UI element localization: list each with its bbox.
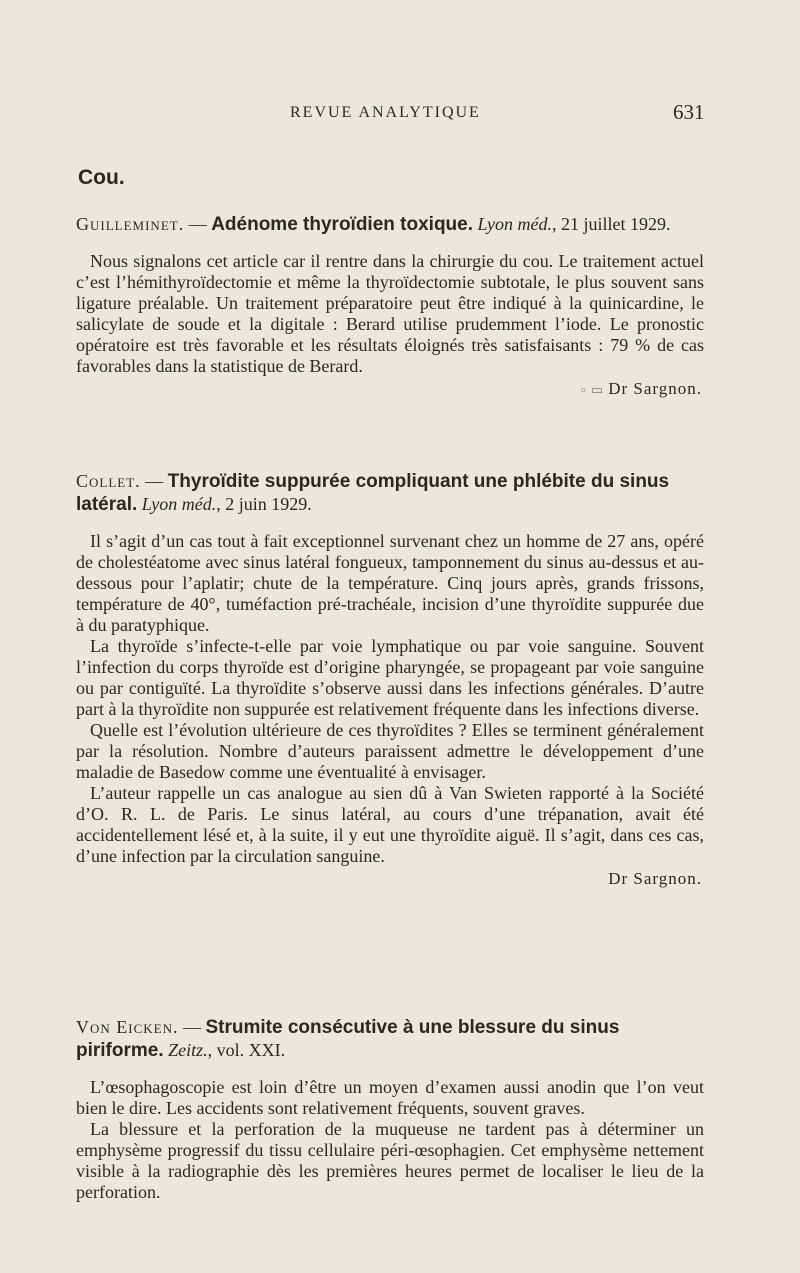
entry-paragraph: La blessure et la perforation de la muqueuse ne tardent pas à déterminer un emphysème progressif du tissu cellulaire péri-œsophagien. Cet emphysème nettement visible à la radiographie dès les premières heures permet de localiser le lieu de la perforation. [76, 1119, 704, 1202]
entry-paragraph: L’œsophagoscopie est loin d’être un moyen d’examen aussi anodin que l’on veut bien le dire. Les accidents sont relativement fréquents, souvent graves. [76, 1077, 704, 1118]
entry-journal: Zeitz. [168, 1040, 208, 1060]
entry-signature: ▫ ▭ Dr Sargnon. [581, 379, 702, 398]
entry-dash: — [184, 214, 212, 234]
running-title: REVUE ANALYTIQUE [290, 104, 481, 121]
review-entry-guilleminet [76, 213, 704, 399]
entry-signature: Dr Sargnon. [608, 869, 702, 888]
entry-title: Adénome thyroïdien toxique. [211, 214, 474, 235]
entry-title: Thyroïdite suppurée compliquant une phlébite du sinus latéral. [76, 471, 670, 515]
entry-paragraph: Quelle est l’évolution ultérieure de ces thyroïdites ? Elles se terminent généralement par la résolution. Nombre d’auteurs paraissent admettre le développement d’une maladie de Basedow comme une éventualité à envisager. [76, 720, 704, 782]
entry-heading [76, 470, 704, 516]
entry-author: Collet. [76, 471, 141, 491]
entry-title: Strumite consécutive à une blessure du sinus piriforme. [76, 1017, 620, 1061]
review-entry-von-eicken [76, 1016, 704, 1203]
entry-journal: Lyon méd. [477, 214, 552, 234]
entry-heading [76, 1016, 704, 1062]
entry-author: Von Eicken. [76, 1017, 179, 1037]
section-title: Cou. [78, 166, 125, 189]
entry-author: Guilleminet. [76, 214, 185, 234]
entry-paragraph: Nous signalons cet article car il rentre dans la chirurgie du cou. Le traitement actuel c’est l’hémithyroïdectomie et même la thyroïdectomie subtotale, le plus souvent sans ligature préalable. Un traitement préparatoire peut être indiqué à la quinicardine, le salicylate de soude et la digitale : Berard utilise prudemment l’iode. Le pronostic opératoire est très favorable et les résultats éloignés très satisfaisants : 79 % de cas favorables dans la statistique de Berard. [76, 251, 704, 376]
entry-journal: Lyon méd. [141, 494, 217, 514]
entry-date: , 21 juillet 1929. [551, 214, 671, 234]
stamp-mark-icon: ▫ ▭ [581, 382, 605, 397]
review-entry-collet [76, 470, 704, 889]
entry-paragraph: L’auteur rappelle un cas analogue au sien dû à Van Swieten rapporté à la Société d’O. R. L. de Paris. Le sinus latéral, au cours d’une trépanation, avait été accidentellement lésé et, à la suite, il y eut une thyroïdite aiguë. Il s’agit, dans ces cas, d’une infection par la circulation sanguine. [76, 783, 704, 866]
entry-heading [76, 213, 704, 236]
entry-dash: — [178, 1017, 206, 1037]
entry-paragraph: La thyroïde s’infecte-t-elle par voie lymphatique ou par voie sanguine. Souvent l’infection du corps thyroïde est d’origine pharyngée, se propageant par voie sanguine ou par contiguïté. La thyroïdite s’observe aussi dans les infections générales. D’autre part à la thyroïdite non suppurée est relativement fréquente dans les infections diverse. [76, 636, 704, 719]
entry-dash: — [140, 471, 168, 491]
entry-date: , vol. XXI. [207, 1040, 286, 1060]
page-number: 631 [673, 100, 705, 124]
entry-paragraph: Il s’agit d’un cas tout à fait exceptionnel survenant chez un homme de 27 ans, opéré de cholestéatome avec sinus latéral fongueux, tamponnement du sinus au-dessus et au-dessous pour l’aplatir; chute de la température. Cinq jours après, grands frissons, température de 40°, tuméfaction pré-trachéale, incision d’une thyroïdite suppurée due à du paratyphique. [76, 531, 704, 635]
entry-date: , 2 juin 1929. [216, 494, 312, 514]
